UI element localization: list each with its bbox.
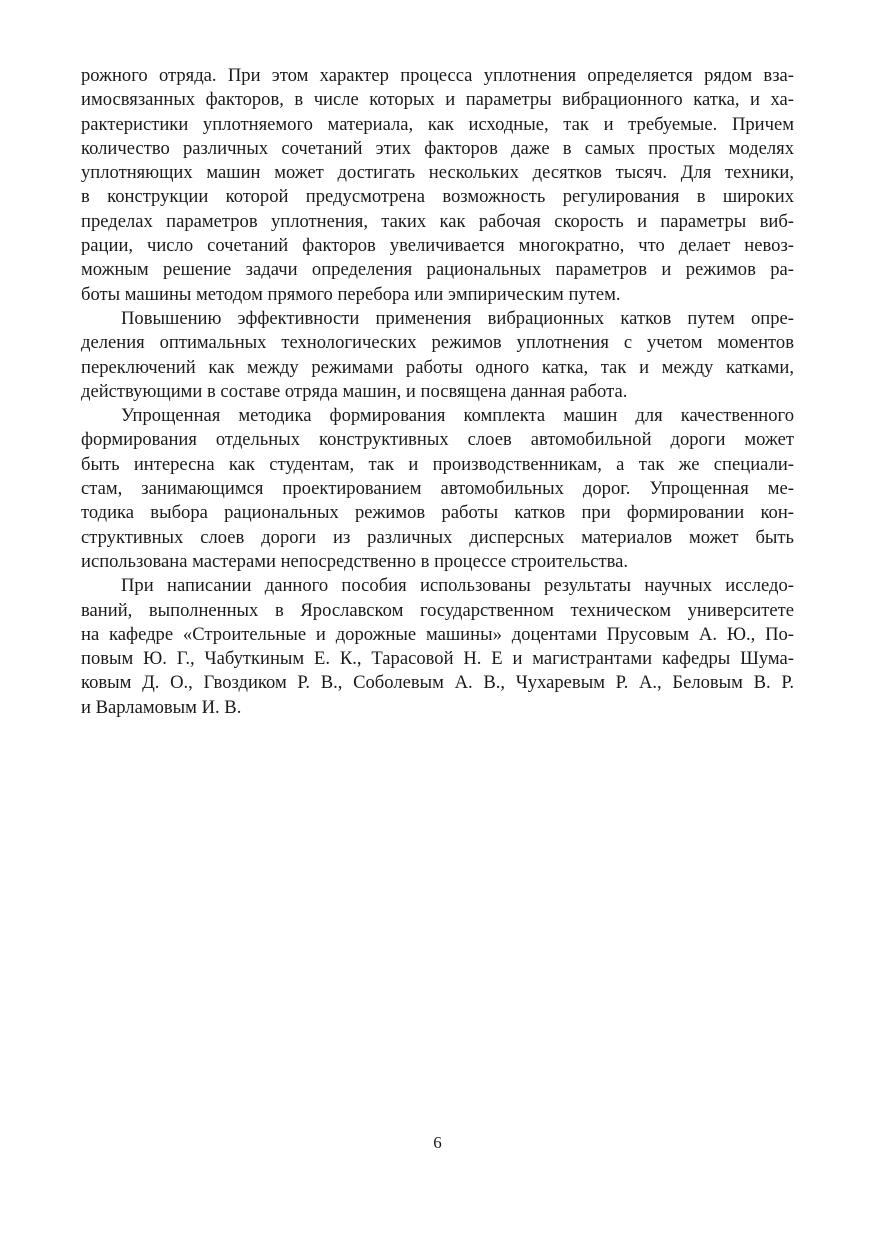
- text-line: в конструкции которой предусмотрена возможность регулирования в широких: [81, 186, 794, 208]
- text-line: количество различных сочетаний этих факторов даже в самых простых моделях: [81, 137, 794, 159]
- text-line: на кафедре «Строительные и дорожные машины» доцентами Прусовым А. Ю., По-: [81, 623, 794, 645]
- text-line: переключений как между режимами работы одного катка, так и между катками,: [81, 356, 794, 378]
- text-line: уплотняющих машин может достигать нескольких десятков тысяч. Для техники,: [81, 162, 794, 184]
- text-line: рации, число сочетаний факторов увеличивается многократно, что делает невоз-: [81, 235, 794, 257]
- text-line: деления оптимальных технологических режимов уплотнения с учетом моментов: [81, 332, 794, 354]
- page-number: 6: [433, 1133, 442, 1152]
- text-line: ваний, выполненных в Ярославском государственном техническом университете: [81, 599, 794, 621]
- text-line: формирования отдельных конструктивных слоев автомобильной дороги может: [81, 429, 794, 451]
- text-line: При написании данного пособия использованы результаты научных исследо-: [121, 575, 794, 597]
- paragraph-purpose: [81, 307, 794, 404]
- text-line: стам, занимающимся проектированием автомобильных дорог. Упрощенная ме-: [81, 478, 794, 500]
- text-line: имосвязанных факторов, в числе которых и параметры вибрационного катка, и ха-: [81, 89, 794, 111]
- text-line: боты машины методом прямого перебора или эмпирическим путем.: [81, 283, 621, 305]
- text-line: структивных слоев дороги из различных дисперсных материалов может быть: [81, 526, 794, 548]
- text-line: использована мастерами непосредственно в процессе строительства.: [81, 550, 629, 572]
- paragraph-continuation: [81, 64, 794, 307]
- text-line: повым Ю. Г., Чабуткиным Е. К., Тарасовой Н. Е и магистрантами кафедры Шума-: [81, 648, 794, 670]
- paragraph-audience: [81, 404, 794, 574]
- text-line: быть интересна как студентам, так и производственникам, а так же специали-: [81, 453, 794, 475]
- text-line: Упрощенная методика формирования комплекта машин для качественного: [121, 405, 794, 427]
- text-line: и Варламовым И. В.: [81, 696, 242, 718]
- body-text: [81, 64, 794, 720]
- text-line: рожного отряда. При этом характер процесса уплотнения определяется рядом вза-: [81, 65, 794, 86]
- text-line: Повышению эффективности применения вибрационных катков путем опре-: [121, 307, 794, 329]
- text-line: рактеристики уплотняемого материала, как исходные, так и требуемые. Причем: [81, 113, 794, 135]
- text-line: ковым Д. О., Гвоздиком Р. В., Соболевым А. В., Чухаревым Р. А., Беловым В. Р.: [81, 672, 794, 694]
- text-line: действующими в составе отряда машин, и посвящена данная работа.: [81, 380, 628, 402]
- paragraph-acknowledgements: [81, 574, 794, 720]
- text-line: можным решение задачи определения рациональных параметров и режимов ра-: [81, 259, 794, 281]
- text-line: тодика выбора рациональных режимов работы катков при формировании кон-: [81, 502, 794, 524]
- text-line: пределах параметров уплотнения, таких как рабочая скорость и параметры виб-: [81, 210, 794, 232]
